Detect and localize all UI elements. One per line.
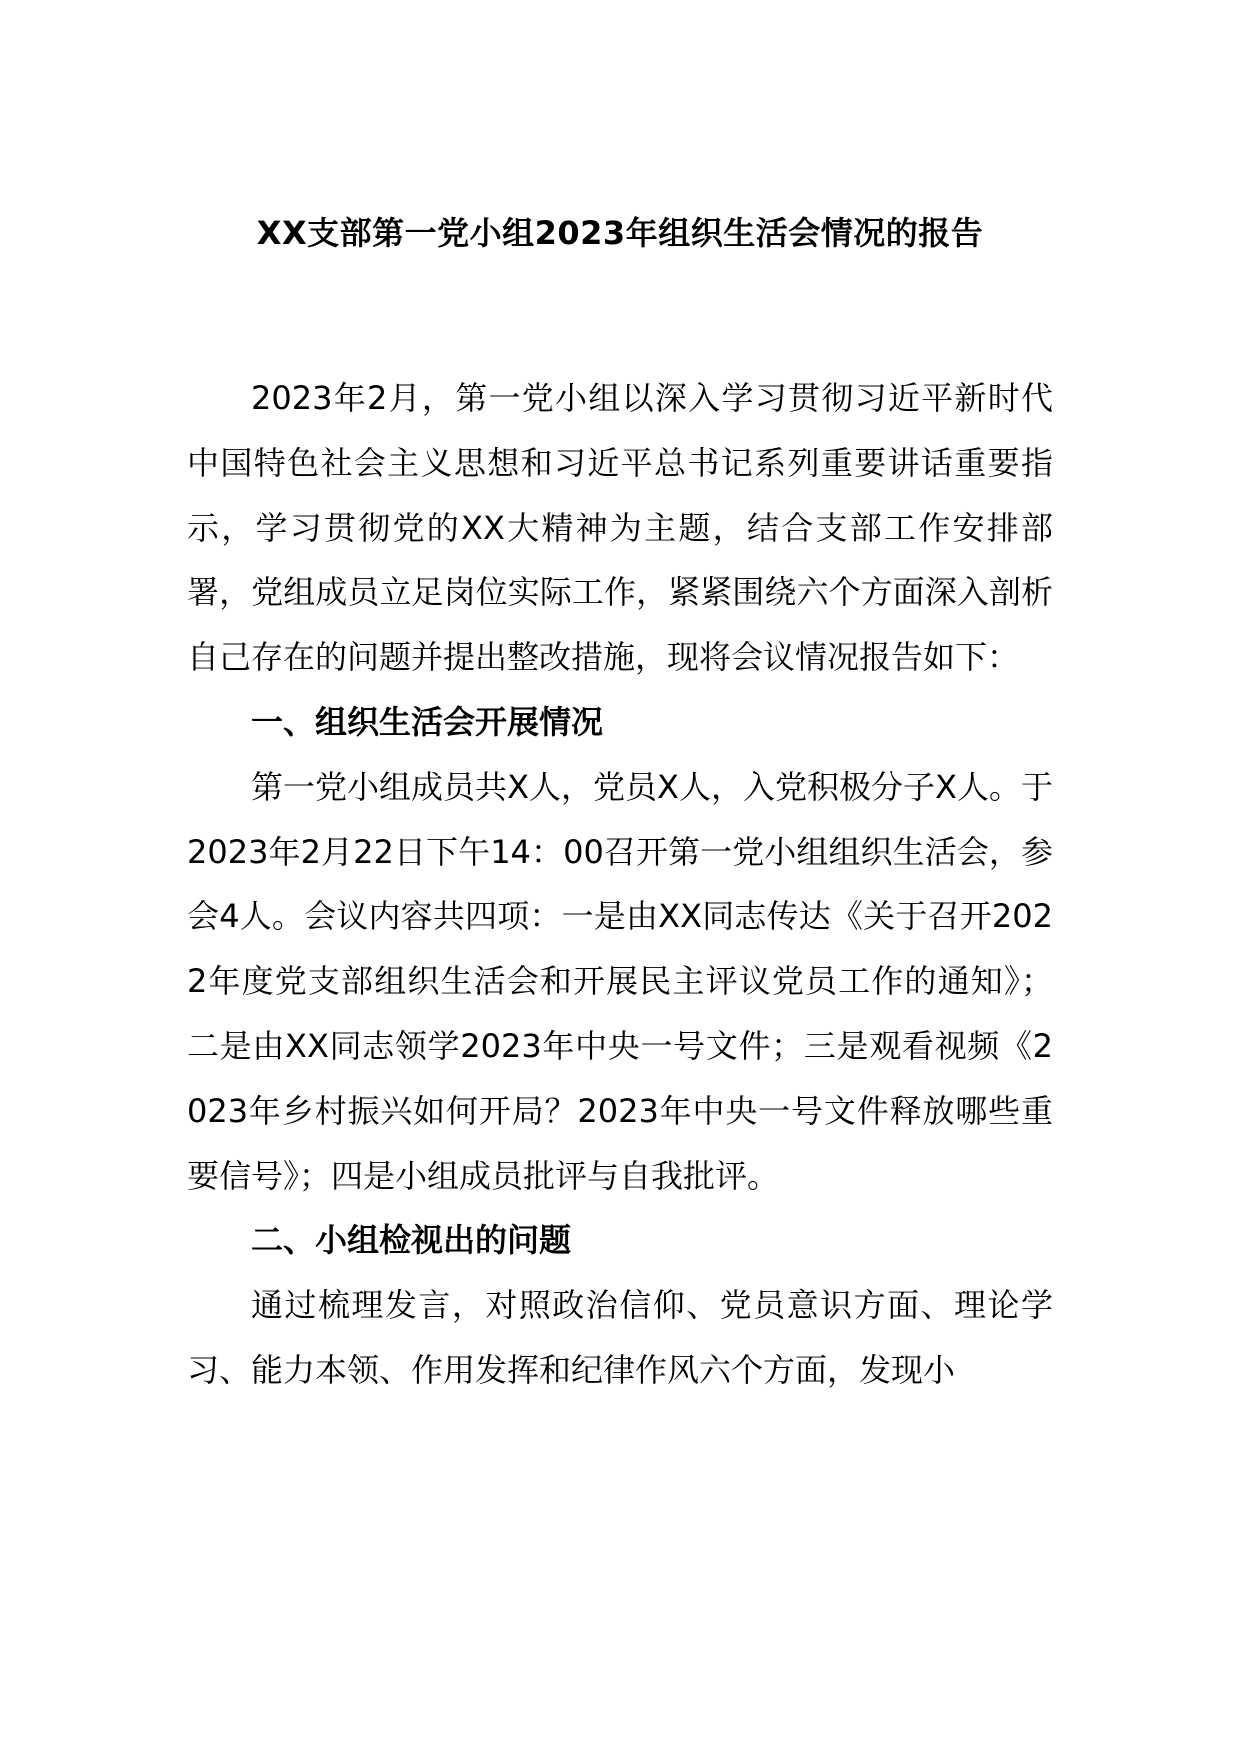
- section-2-heading: 二、小组检视出的问题: [251, 1221, 572, 1260]
- section-1-heading: 一、组织生活会开展情况: [251, 702, 604, 741]
- document-body: [187, 366, 1053, 1403]
- document-title: XX支部第一党小组2023年组织生活会情况的报告: [256, 214, 984, 252]
- section-1-paragraph: 第一党小组成员共X人，党员X人，入党积极分子X人。于2023年2月22日下午14：00召开第一党小组组织生活会，参会4人。会议内容共四项：一是由XX同志传达《关于召开2022年度党支部组织生活会和开展民主评议党员工作的通知》；二是由XX同志领学2023年中央一号文件；三是观看视频《2023年乡村振兴如何开局？2023年中央一号文件释放哪些重要信号》；四是小组成员批评与自我批评。: [187, 767, 1053, 1195]
- intro-paragraph: 2023年2月，第一党小组以深入学习贯彻习近平新时代中国特色社会主义思想和习近平总书记系列重要讲话重要指示，学习贯彻党的XX大精神为主题，结合支部工作安排部署，党组成员立足岗位实际工作，紧紧围绕六个方面深入剖析自己存在的问题并提出整改措施，现将会议情况报告如下：: [187, 379, 1053, 677]
- section-2-paragraph: 通过梳理发言，对照政治信仰、党员意识方面、理论学习、能力本领、作用发挥和纪律作风六个方面，发现小: [187, 1286, 1053, 1389]
